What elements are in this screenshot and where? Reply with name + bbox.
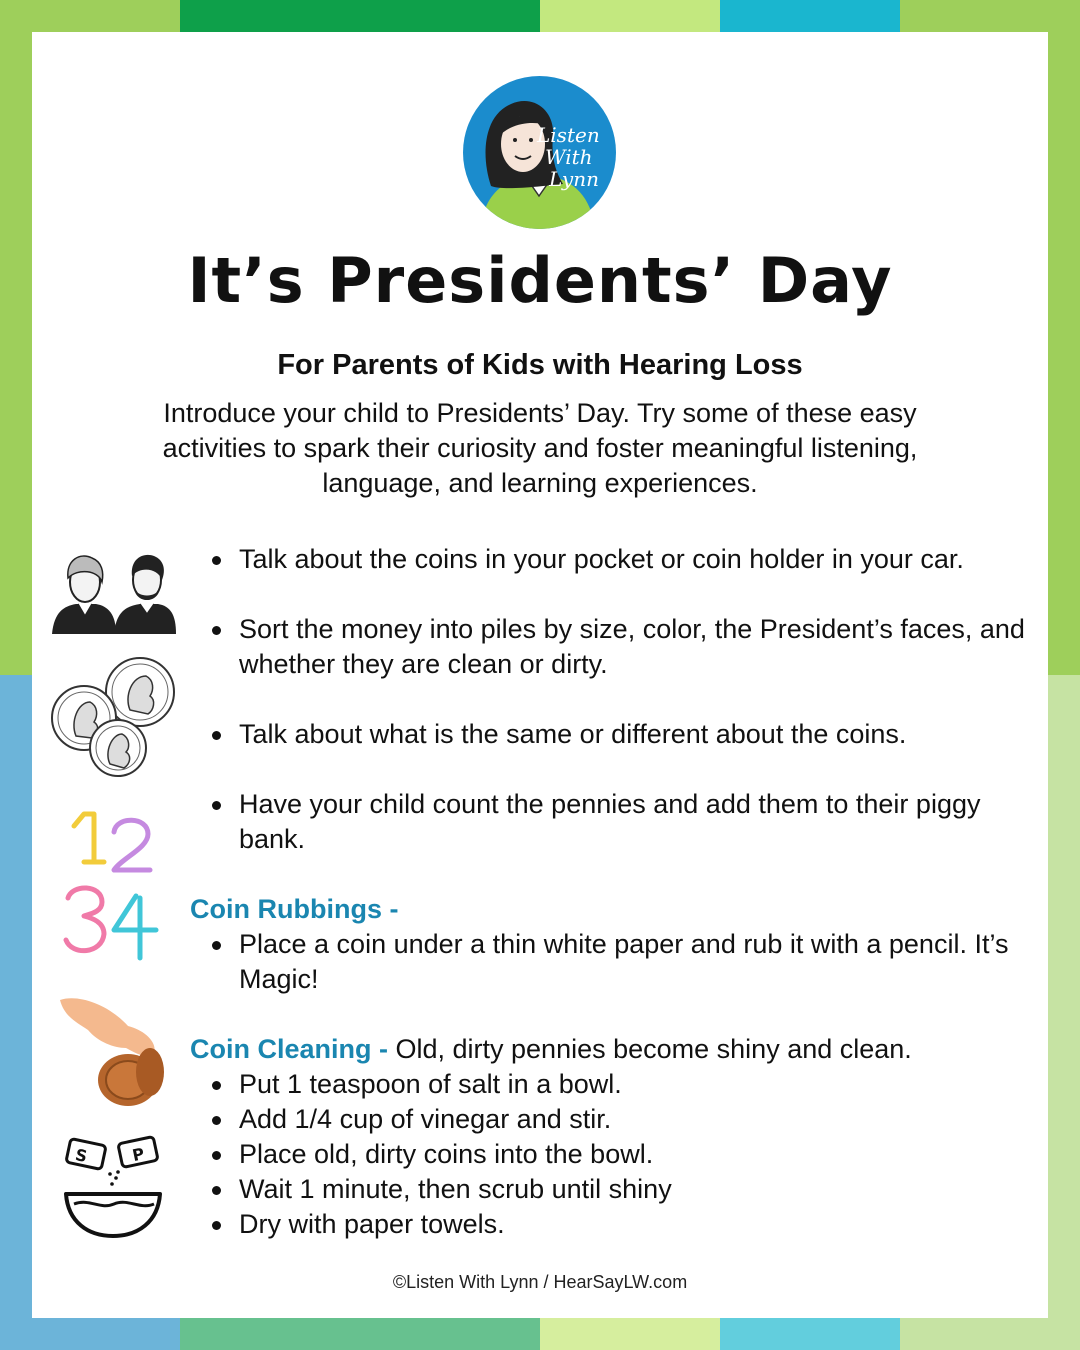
svg-text:P: P [130, 1143, 147, 1165]
logo-text-line2: With [545, 145, 593, 169]
right-band-upper [1048, 0, 1080, 675]
activity-item: Talk about what is the same or different about the coins. [210, 717, 1030, 752]
cleaning-step: Put 1 teaspoon of salt in a bowl. [210, 1067, 1030, 1102]
bottom-band-3 [540, 1318, 720, 1350]
presidents-portraits-icon [48, 542, 178, 634]
bottom-band-1 [0, 1318, 180, 1350]
logo-text-line1: Listen [537, 123, 600, 147]
coin-cleaning-description: Old, dirty pennies become shiny and clean. [388, 1034, 912, 1064]
top-band-4 [720, 0, 900, 32]
cleaning-step: Add 1/4 cup of vinegar and stir. [210, 1102, 1030, 1137]
svg-text:S: S [73, 1145, 89, 1167]
coin-cleaning-heading [190, 1032, 912, 1067]
cleaning-step: Wait 1 minute, then scrub until shiny [210, 1172, 1030, 1207]
logo-text-line3: Lynn [549, 167, 599, 191]
cleaning-step: Dry with paper towels. [210, 1207, 1030, 1242]
page-subtitle: For Parents of Kids with Hearing Loss [277, 349, 803, 381]
coin-rubbings-title: Coin Rubbings - [190, 894, 399, 924]
cleaning-step: Place old, dirty coins into the bowl. [210, 1137, 1030, 1172]
content-card [32, 32, 1048, 1318]
intro-paragraph: Introduce your child to Presidents’ Day. Try some of these easy activities to spark their curiosity and foster meaningful listening, language, and learning experiences. [162, 398, 918, 498]
coin-rubbings-list [210, 927, 1010, 997]
coin-cleaning-steps [210, 1067, 1030, 1242]
activity-item: Have your child count the pennies and add them to their piggy bank. [210, 787, 1030, 857]
activities-list [210, 542, 1030, 857]
listen-with-lynn-logo [463, 76, 616, 229]
coins-icon [50, 656, 178, 778]
top-band-3 [540, 0, 720, 32]
bottom-band-2 [180, 1318, 540, 1350]
activity-item: Sort the money into piles by size, color, the President’s faces, and whether they are clean or dirty. [210, 612, 1030, 682]
bottom-band-5 [900, 1318, 1080, 1350]
page-title: It’s Presidents’ Day [187, 244, 893, 317]
top-band-2 [180, 0, 540, 32]
right-band-lower [1048, 675, 1080, 1350]
activity-item: Talk about the coins in your pocket or coin holder in your car. [210, 542, 1030, 577]
left-band-upper [0, 0, 32, 675]
left-band-lower [0, 675, 32, 1350]
portrait-illustration-icon [463, 76, 616, 229]
coin-rubbings-heading [190, 892, 398, 927]
bottom-band-4 [720, 1318, 900, 1350]
copyright-footer: ©Listen With Lynn / HearSayLW.com [392, 1272, 688, 1292]
numbers-1234-icon [62, 806, 162, 966]
coin-rubbings-item: Place a coin under a thin white paper and rub it with a pencil. It’s Magic! [210, 927, 1010, 997]
coin-cleaning-title: Coin Cleaning - [190, 1034, 388, 1064]
salt-pepper-bowl-icon [60, 1132, 166, 1242]
hand-pennies-icon [58, 990, 168, 1110]
